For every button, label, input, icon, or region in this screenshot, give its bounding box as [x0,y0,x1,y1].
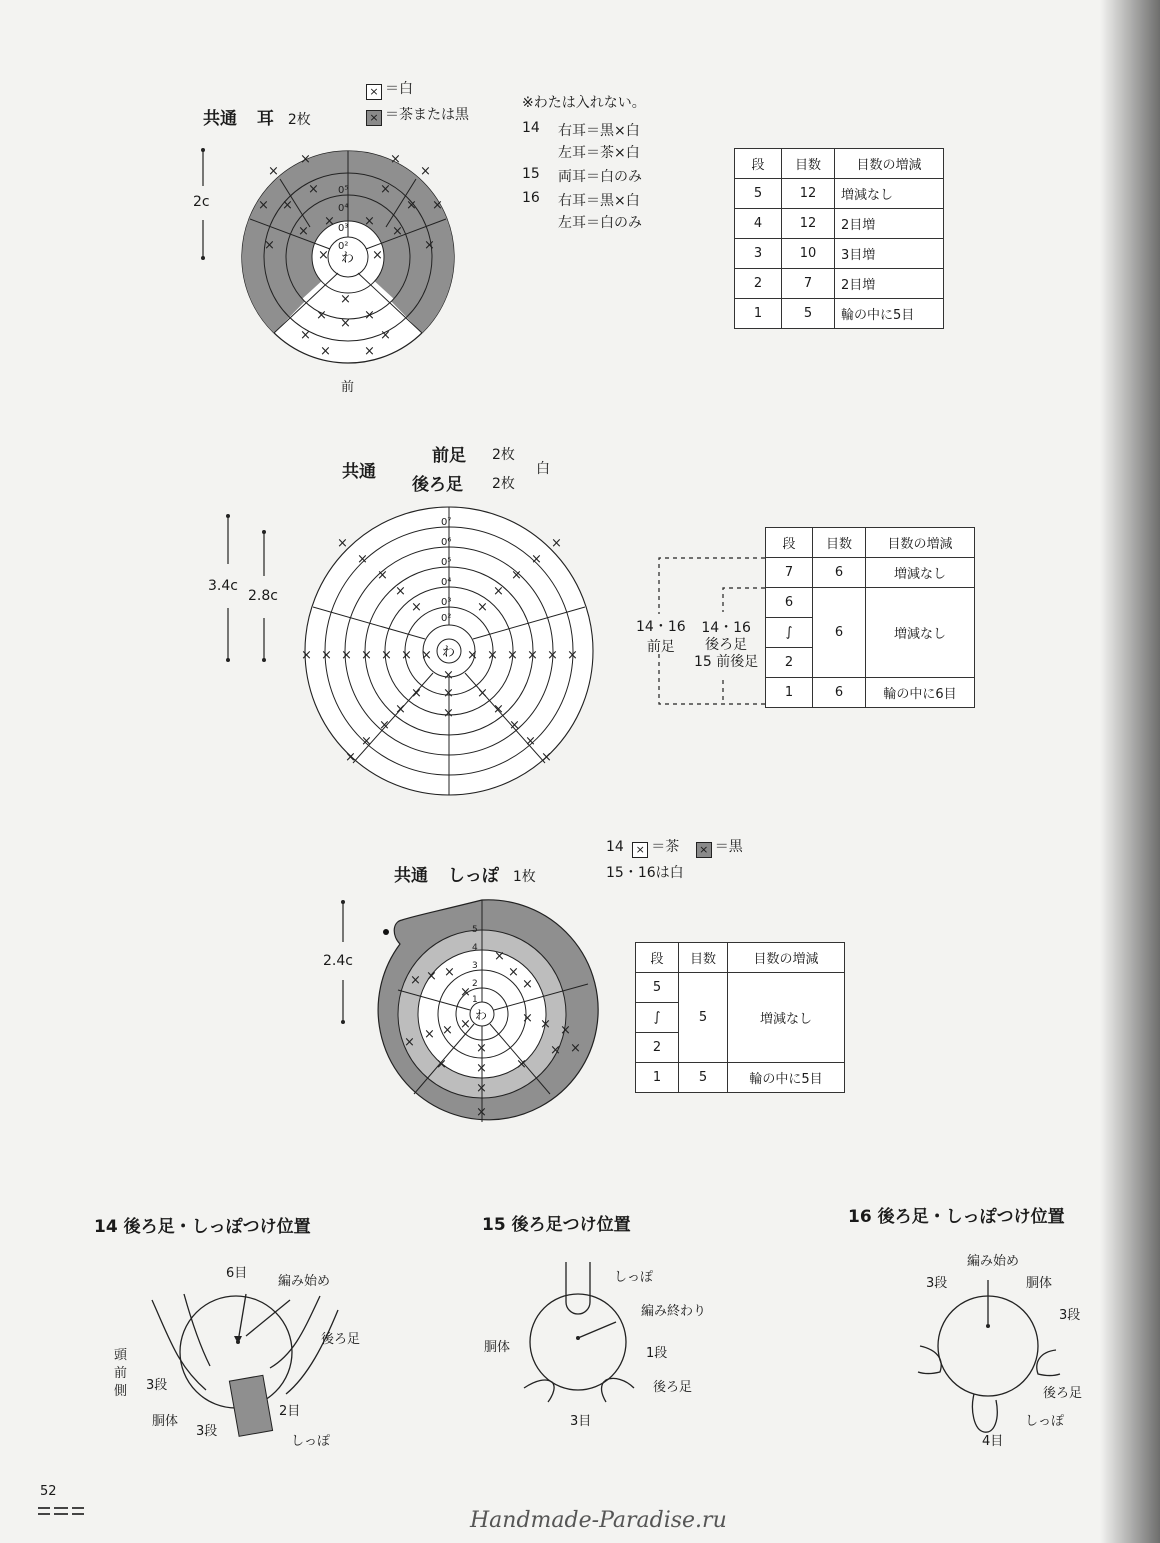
ear-center-label: わ [341,251,355,266]
svg-text:×: × [395,584,406,599]
pos16-backleg: 後ろ足 [1043,1386,1083,1401]
legs-front-label-line: 前足 [646,639,675,655]
table-header: 目数 [679,943,728,973]
legs-back-label [694,620,758,671]
pos16-start: 編み始め [967,1254,1020,1269]
svg-text:×: × [550,1043,561,1058]
pos14-backleg: 後ろ足 [321,1332,361,1347]
svg-text:×: × [467,648,478,663]
svg-text:×: × [444,965,455,980]
svg-text:0³: 0³ [441,597,452,608]
table-header: 目数の増減 [866,528,975,558]
table-header: 段 [636,943,679,973]
table-cell: 5 [636,973,679,1003]
legs-back-count: 2枚 [492,476,515,492]
table-cell: ∫ [636,1003,679,1033]
svg-text:×: × [404,1035,415,1050]
svg-text:×: × [516,1057,527,1072]
tail-legend [606,836,743,858]
tail-center-label: わ [475,1008,488,1022]
svg-text:×: × [436,1057,447,1072]
svg-text:×: × [487,648,498,663]
legs-back-label-line: 15 前後足 [694,654,759,670]
svg-text:×: × [324,214,335,229]
table-cell: 10 [782,239,835,269]
svg-text:×: × [522,977,533,992]
svg-text:0⁵: 0⁵ [338,185,349,196]
pos14-two: 2目 [279,1404,301,1419]
svg-text:×: × [364,308,375,323]
svg-text:×: × [395,702,406,717]
table-row [766,678,975,708]
legs-title-back: 後ろ足 [412,475,463,495]
ear-variant-14-line1: 右耳＝黒×白 [558,123,640,139]
ear-chart-diagram [240,149,460,369]
ear-title [203,104,311,129]
tail-count-table [635,942,845,1093]
svg-text:×: × [460,985,471,1000]
svg-text:0²: 0² [441,613,452,624]
svg-text:×: × [476,1061,487,1076]
svg-text:×: × [511,568,522,583]
table-cell: 輪の中に5目 [835,299,944,329]
svg-text:×: × [476,1081,487,1096]
svg-text:×: × [316,308,327,323]
table-header: 段 [766,528,813,558]
table-row [735,299,944,329]
svg-text:×: × [318,248,329,263]
svg-text:0²: 0² [338,241,349,252]
svg-text:×: × [477,600,488,615]
pos14-head3: 側 [114,1384,128,1399]
table-cell: 6 [813,558,866,588]
svg-text:×: × [424,1027,435,1042]
legs-count-table [765,527,975,708]
svg-text:0⁶: 0⁶ [441,537,452,548]
pos16-r3b: 3段 [1059,1308,1081,1323]
pos14-start: 編み始め [278,1274,331,1289]
tail-title-part: しっぽ [447,866,499,886]
svg-text:×: × [401,648,412,663]
svg-text:×: × [426,969,437,984]
svg-text:×: × [432,198,443,213]
ear-legend-white [366,78,413,100]
table-cell: 7 [782,269,835,299]
svg-text:×: × [507,648,518,663]
table-cell: 12 [782,179,835,209]
pos14-head1: 頭 [114,1348,128,1363]
table-row [735,239,944,269]
svg-text:×: × [508,965,519,980]
pos14-r3a: 3段 [146,1378,168,1393]
svg-text:×: × [320,344,331,359]
svg-text:×: × [340,316,351,331]
svg-text:×: × [547,648,558,663]
ear-variant-15-no: 15 [522,166,540,182]
tail-chart-diagram [374,898,594,1124]
svg-text:×: × [258,198,269,213]
pos15-title: 15 後ろ足つけ位置 [482,1215,631,1235]
table-cell: 2 [636,1033,679,1063]
legs-back-label-line: 14・16 [701,620,751,636]
ear-count: 2枚 [287,112,311,128]
svg-text:×: × [525,734,536,749]
table-cell: 5 [782,299,835,329]
table-cell: 増減なし [866,558,975,588]
svg-text:×: × [411,600,422,615]
table-cell: 増減なし [866,588,975,678]
pos15-end: 編み終わり [641,1304,707,1319]
tail-round-label: 1 [472,995,478,1005]
legs-size-inner: 2.8c [248,588,278,604]
svg-text:0⁴: 0⁴ [338,203,349,214]
gray-swatch-icon: × [696,842,712,858]
svg-text:×: × [390,152,401,167]
table-cell: 増減なし [728,973,845,1063]
table-cell: 12 [782,209,835,239]
svg-text:×: × [406,198,417,213]
svg-text:×: × [541,750,552,765]
tail-round-label: 4 [472,943,478,953]
table-cell: 3目増 [835,239,944,269]
table-row [766,588,975,618]
table-row [735,269,944,299]
legs-front-count: 2枚 [492,447,515,463]
svg-text:×: × [424,238,435,253]
svg-text:×: × [357,552,368,567]
ear-variant-14-line2: 左耳＝茶×白 [558,145,640,161]
table-header: 目数の増減 [835,149,944,179]
svg-text:×: × [509,718,520,733]
table-cell: 6 [766,588,813,618]
table-cell: 増減なし [835,179,944,209]
table-header: 目数 [813,528,866,558]
svg-text:×: × [443,706,454,721]
svg-text:×: × [560,1023,571,1038]
table-cell: 輪の中に6目 [866,678,975,708]
table-cell: 7 [766,558,813,588]
legs-color: 白 [536,461,550,477]
table-cell: 6 [813,678,866,708]
pos14-head2: 前 [114,1366,128,1381]
pos15-tail: しっぽ [614,1270,654,1285]
svg-text:×: × [377,568,388,583]
svg-text:×: × [379,718,390,733]
table-row [735,209,944,239]
pos16-title: 16 後ろ足・しっぽつけ位置 [848,1207,1065,1227]
svg-text:×: × [540,1017,551,1032]
table-cell: 2 [766,648,813,678]
table-cell: 2 [735,269,782,299]
svg-text:×: × [341,648,352,663]
tail-round-label: 3 [472,961,478,971]
table-header: 目数 [782,149,835,179]
svg-text:×: × [531,552,542,567]
table-cell: 3 [735,239,782,269]
legs-front-label-line: 14・16 [636,619,686,635]
ear-title-common: 共通 [203,109,237,129]
svg-text:×: × [493,702,504,717]
ear-legend-gray-label: ＝茶または黒 [385,107,469,123]
table-cell: 5 [735,179,782,209]
svg-text:×: × [300,328,311,343]
tail-count: 1枚 [512,869,536,885]
svg-text:×: × [361,648,372,663]
legs-title-common: 共通 [342,462,376,482]
table-cell: 2目増 [835,209,944,239]
tail-note: 15・16は白 [606,865,684,881]
ear-count-table [734,148,944,329]
svg-text:×: × [522,1011,533,1026]
svg-text:×: × [308,182,319,197]
ear-front-label: 前 [341,380,355,395]
table-cell: 1 [766,678,813,708]
tail-round-label: 5 [472,925,478,935]
pos16-tail: しっぽ [1025,1414,1065,1429]
pos14-r3b: 3段 [196,1424,218,1439]
ear-size-label: 2c [193,194,210,210]
pos16-body: 胴体 [1026,1276,1053,1291]
svg-text:×: × [301,648,312,663]
watermark: Handmade-Paradise.ru [470,1508,727,1533]
table-row [636,1063,845,1093]
svg-text:0³: 0³ [338,223,349,234]
svg-text:×: × [321,648,332,663]
svg-text:×: × [476,1041,487,1056]
pos14-body: 胴体 [152,1414,179,1429]
svg-text:×: × [421,648,432,663]
table-cell: 1 [735,299,782,329]
svg-text:×: × [567,648,578,663]
ear-note: ※わたは入れない。 [522,95,646,111]
tail-legend-white-label: ＝茶 [651,839,680,855]
table-cell: 5 [679,973,728,1063]
ear-variant-14-no: 14 [522,120,540,136]
pos16-r3a: 3段 [926,1276,948,1291]
svg-text:×: × [460,1017,471,1032]
svg-text:×: × [392,224,403,239]
pos14-tail: しっぽ [291,1434,331,1449]
gray-swatch-icon: × [366,110,382,126]
tail-legend-gray-label: ＝黒 [714,839,743,855]
table-row [766,558,975,588]
page-edge-shadow [1100,0,1160,1543]
svg-text:×: × [340,292,351,307]
svg-text:×: × [570,1041,581,1056]
svg-text:×: × [337,536,348,551]
table-row [636,973,845,1003]
svg-text:×: × [364,344,375,359]
svg-text:×: × [300,152,311,167]
svg-text:×: × [493,584,504,599]
ear-legend-gray [366,104,469,126]
svg-text:×: × [442,1023,453,1038]
svg-text:×: × [494,949,505,964]
legs-front-label [636,616,686,656]
svg-text:×: × [380,182,391,197]
svg-text:×: × [420,164,431,179]
table-cell: 4 [735,209,782,239]
tail-round-label: 2 [472,979,478,989]
tail-title [394,861,536,886]
svg-text:×: × [381,648,392,663]
pos14-title: 14 後ろ足・しっぽつけ位置 [94,1217,311,1237]
ear-variant-15-line1: 両耳＝白のみ [558,169,642,185]
tail-size-label: 2.4c [323,953,353,969]
legs-chart-diagram [297,507,601,811]
svg-text:×: × [372,248,383,263]
table-cell: 5 [679,1063,728,1093]
svg-text:0⁴: 0⁴ [441,577,452,588]
pos15-backleg: 後ろ足 [653,1380,693,1395]
svg-text:×: × [298,224,309,239]
svg-text:0⁵: 0⁵ [441,557,452,568]
table-header: 段 [735,149,782,179]
footer-ornament-icon [38,1504,86,1520]
pos15-body: 胴体 [484,1340,511,1355]
svg-text:×: × [443,668,454,683]
table-row [735,179,944,209]
white-swatch-icon: × [366,84,382,100]
pos14-six: 6目 [226,1266,248,1281]
svg-text:×: × [361,734,372,749]
legs-back-label-line: 後ろ足 [705,637,748,653]
svg-text:×: × [443,686,454,701]
tail-title-common: 共通 [394,866,428,886]
legs-title-front: 前足 [432,446,466,466]
ear-title-part: 耳 [256,109,274,129]
svg-text:×: × [527,648,538,663]
ear-variant-16-line2: 左耳＝白のみ [558,215,642,231]
svg-text:×: × [380,328,391,343]
tail-legend-prefix: 14 [606,839,624,855]
pos16-four: 4目 [982,1434,1004,1449]
table-cell: 6 [813,588,866,678]
svg-text:×: × [477,686,488,701]
table-cell: 2目増 [835,269,944,299]
svg-text:×: × [264,238,275,253]
svg-text:×: × [551,536,562,551]
svg-text:×: × [282,198,293,213]
white-swatch-icon: × [632,842,648,858]
legs-size-outer: 3.4c [208,578,238,594]
pos15-three: 3目 [570,1414,592,1429]
pos15-r1: 1段 [646,1346,668,1361]
legs-center-label: わ [442,645,456,660]
table-cell: 1 [636,1063,679,1093]
table-header: 目数の増減 [728,943,845,973]
svg-text:×: × [411,686,422,701]
page-number: 52 [40,1484,57,1499]
svg-text:0⁷: 0⁷ [441,517,452,528]
svg-text:×: × [268,164,279,179]
table-cell: 輪の中に5目 [728,1063,845,1093]
svg-text:×: × [476,1105,487,1120]
table-cell: ∫ [766,618,813,648]
ear-variant-16-line1: 右耳＝黒×白 [558,193,640,209]
ear-variant-16-no: 16 [522,190,540,206]
svg-text:×: × [410,973,421,988]
svg-text:×: × [345,750,356,765]
ear-legend-white-label: ＝白 [385,81,413,97]
svg-text:×: × [364,214,375,229]
